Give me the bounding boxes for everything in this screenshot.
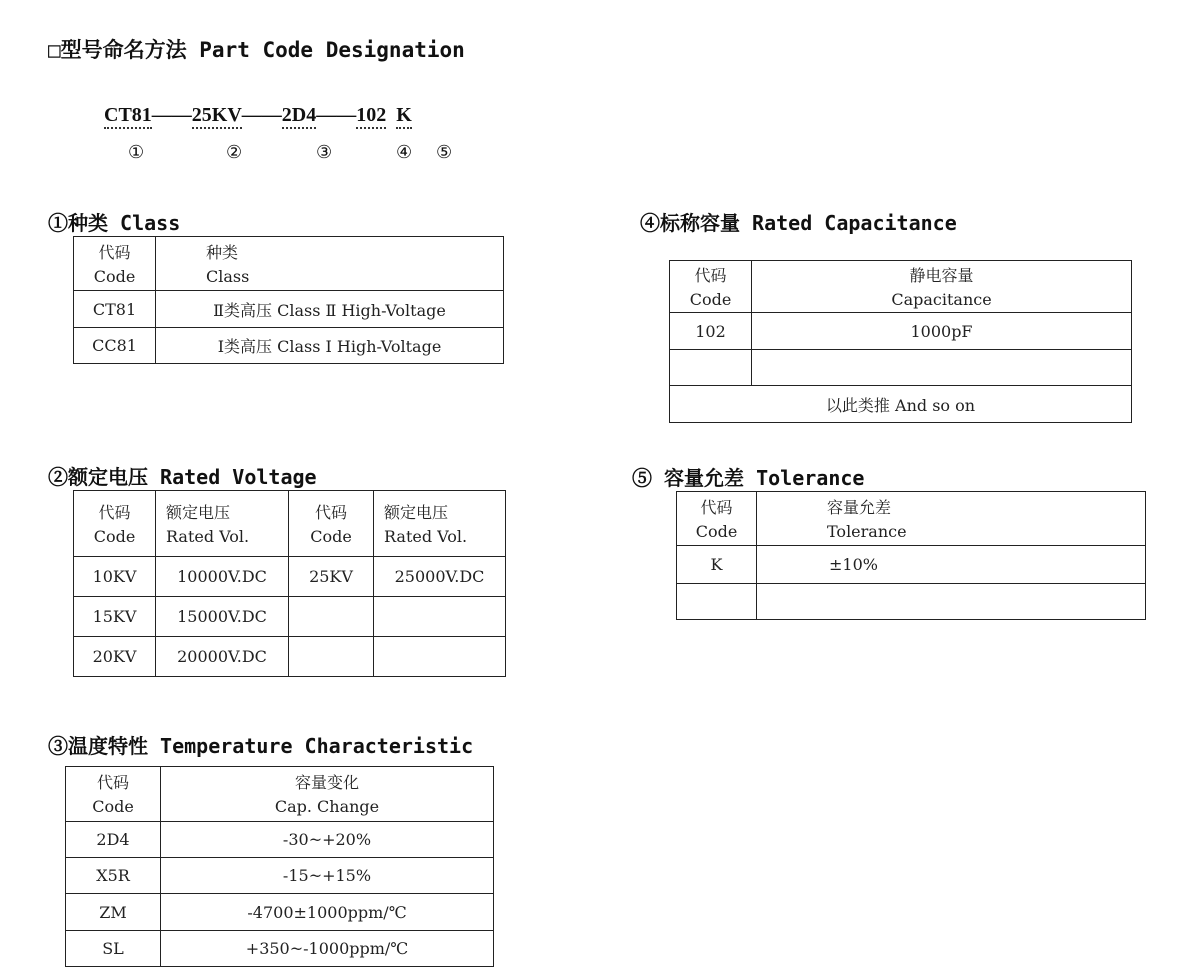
- code-dash: ——: [316, 104, 357, 126]
- code-header-cn: 代码: [694, 265, 727, 285]
- code-header-cell: [74, 237, 156, 291]
- code-header-en: Code: [92, 797, 134, 816]
- code-header-cn: 代码: [314, 502, 347, 522]
- table-header-row: [670, 261, 1132, 313]
- code-part-voltage: 25KV: [192, 103, 242, 129]
- voltage-code-cell: 20KV: [74, 637, 156, 677]
- cap-change-header-cn: 容量变化: [294, 773, 359, 792]
- temperature-code-cell: ZM: [66, 894, 161, 931]
- table-row: [74, 291, 504, 328]
- code-dash: ——: [241, 104, 282, 126]
- voltage-header-cell: [156, 491, 289, 557]
- code-header-cell: [289, 491, 374, 557]
- capacitance-code-cell: 102: [670, 313, 752, 350]
- capacitance-header-cell: [752, 261, 1132, 313]
- cap-change-header-en: Cap. Change: [274, 797, 380, 816]
- capacitance-section-title: ④标称容量 Rated Capacitance: [640, 211, 957, 235]
- capacitance-footer-cell: 以此类推 And so on: [670, 386, 1132, 423]
- tolerance-code-cell: K: [677, 546, 757, 584]
- table-row: [670, 313, 1132, 350]
- voltage-header-cell: [374, 491, 506, 557]
- capacitance-table: [669, 260, 1132, 423]
- code-header-cell: [74, 491, 156, 557]
- tolerance-table: [676, 491, 1146, 620]
- table-row: [74, 328, 504, 364]
- tolerance-header-cn: 容量允差: [827, 497, 892, 517]
- marker-3: ③: [316, 142, 333, 163]
- voltage-header-en: Rated Vol.: [166, 526, 250, 546]
- voltage-header-en: Rated Vol.: [384, 526, 468, 546]
- class-code-cell: CT81: [74, 291, 156, 328]
- capacitance-header-en: Capacitance: [891, 289, 992, 309]
- class-desc-cell: Ⅰ类高压 Class Ⅰ High-Voltage: [156, 328, 504, 364]
- marker-2: ②: [226, 142, 243, 163]
- tolerance-header-cell: [757, 492, 1146, 546]
- code-header-cn: 代码: [700, 497, 733, 517]
- cap-change-cell: -30~+20%: [161, 822, 494, 858]
- cap-change-cell: -4700±1000ppm/℃: [161, 894, 494, 931]
- voltage-value-cell: 20000V.DC: [156, 637, 289, 677]
- code-header-en: Code: [695, 521, 738, 541]
- class-header-cell: [156, 237, 504, 291]
- page-title: □型号命名方法 Part Code Designation: [48, 38, 465, 62]
- marker-5: ⑤: [436, 142, 453, 163]
- class-code-cell: CC81: [74, 328, 156, 364]
- voltage-value-cell: [374, 637, 506, 677]
- voltage-code-cell: [289, 637, 374, 677]
- class-header-en: Class: [206, 266, 250, 286]
- part-code-example: [104, 103, 412, 129]
- temperature-code-cell: X5R: [66, 858, 161, 894]
- code-dash: ——: [151, 104, 192, 126]
- code-part-tolerance: K: [396, 103, 412, 129]
- voltage-code-cell: [289, 597, 374, 637]
- voltage-value-cell: [374, 597, 506, 637]
- table-header-row: [74, 237, 504, 291]
- code-header-cell: [66, 767, 161, 822]
- table-header-row: [677, 492, 1146, 546]
- table-row: [670, 350, 1132, 386]
- cap-change-header-cell: [161, 767, 494, 822]
- capacitance-value-cell: [752, 350, 1132, 386]
- table-row: [66, 822, 494, 858]
- code-header-en: Code: [310, 526, 352, 546]
- table-row: [677, 546, 1146, 584]
- marker-1: ①: [128, 142, 145, 163]
- code-header-cn: 代码: [96, 773, 129, 792]
- temperature-section-title: ③温度特性 Temperature Characteristic: [48, 734, 474, 758]
- voltage-code-cell: 10KV: [74, 557, 156, 597]
- class-header-cn: 种类: [206, 242, 239, 262]
- temperature-code-cell: SL: [66, 931, 161, 967]
- temperature-code-cell: 2D4: [66, 822, 161, 858]
- tolerance-value-cell: [757, 584, 1146, 620]
- cap-change-cell: +350~-1000ppm/℃: [161, 931, 494, 967]
- voltage-header-cn: 额定电压: [384, 502, 449, 522]
- tolerance-section-title: ⑤ 容量允差 Tolerance: [632, 466, 865, 490]
- class-table: [73, 236, 504, 364]
- voltage-value-cell: 25000V.DC: [374, 557, 506, 597]
- code-part-capacitance: 102: [356, 103, 386, 129]
- code-header-en: Code: [93, 526, 136, 546]
- code-header-cell: [670, 261, 752, 313]
- tolerance-code-cell: [677, 584, 757, 620]
- table-header-row: [66, 767, 494, 822]
- code-part-temperature: 2D4: [282, 103, 316, 129]
- table-row: [66, 858, 494, 894]
- code-header-en: Code: [689, 289, 732, 309]
- table-row: [74, 557, 506, 597]
- code-part-class: CT81: [104, 103, 152, 129]
- temperature-table: [65, 766, 494, 967]
- marker-4: ④: [396, 142, 413, 163]
- capacitance-header-cn: 静电容量: [909, 265, 974, 285]
- table-row: [74, 637, 506, 677]
- code-header-cn: 代码: [98, 502, 131, 522]
- voltage-header-cn: 额定电压: [166, 502, 231, 522]
- table-header-row: [74, 491, 506, 557]
- code-header-cn: 代码: [98, 242, 131, 262]
- class-desc-cell: Ⅱ类高压 Class Ⅱ High-Voltage: [156, 291, 504, 328]
- table-row: [66, 931, 494, 967]
- capacitance-code-cell: [670, 350, 752, 386]
- tolerance-header-en: Tolerance: [827, 521, 907, 541]
- voltage-value-cell: 15000V.DC: [156, 597, 289, 637]
- class-section-title: ①种类 Class: [48, 211, 181, 235]
- tolerance-value-cell: ±10%: [757, 546, 1146, 584]
- table-row: [66, 894, 494, 931]
- table-row: [677, 584, 1146, 620]
- cap-change-cell: -15~+15%: [161, 858, 494, 894]
- voltage-code-cell: 25KV: [289, 557, 374, 597]
- voltage-value-cell: 10000V.DC: [156, 557, 289, 597]
- code-header-en: Code: [93, 266, 136, 286]
- capacitance-value-cell: 1000pF: [752, 313, 1132, 350]
- table-row: [74, 597, 506, 637]
- table-row: [670, 386, 1132, 423]
- voltage-section-title: ②额定电压 Rated Voltage: [48, 465, 317, 489]
- voltage-table: [73, 490, 506, 677]
- voltage-code-cell: 15KV: [74, 597, 156, 637]
- code-header-cell: [677, 492, 757, 546]
